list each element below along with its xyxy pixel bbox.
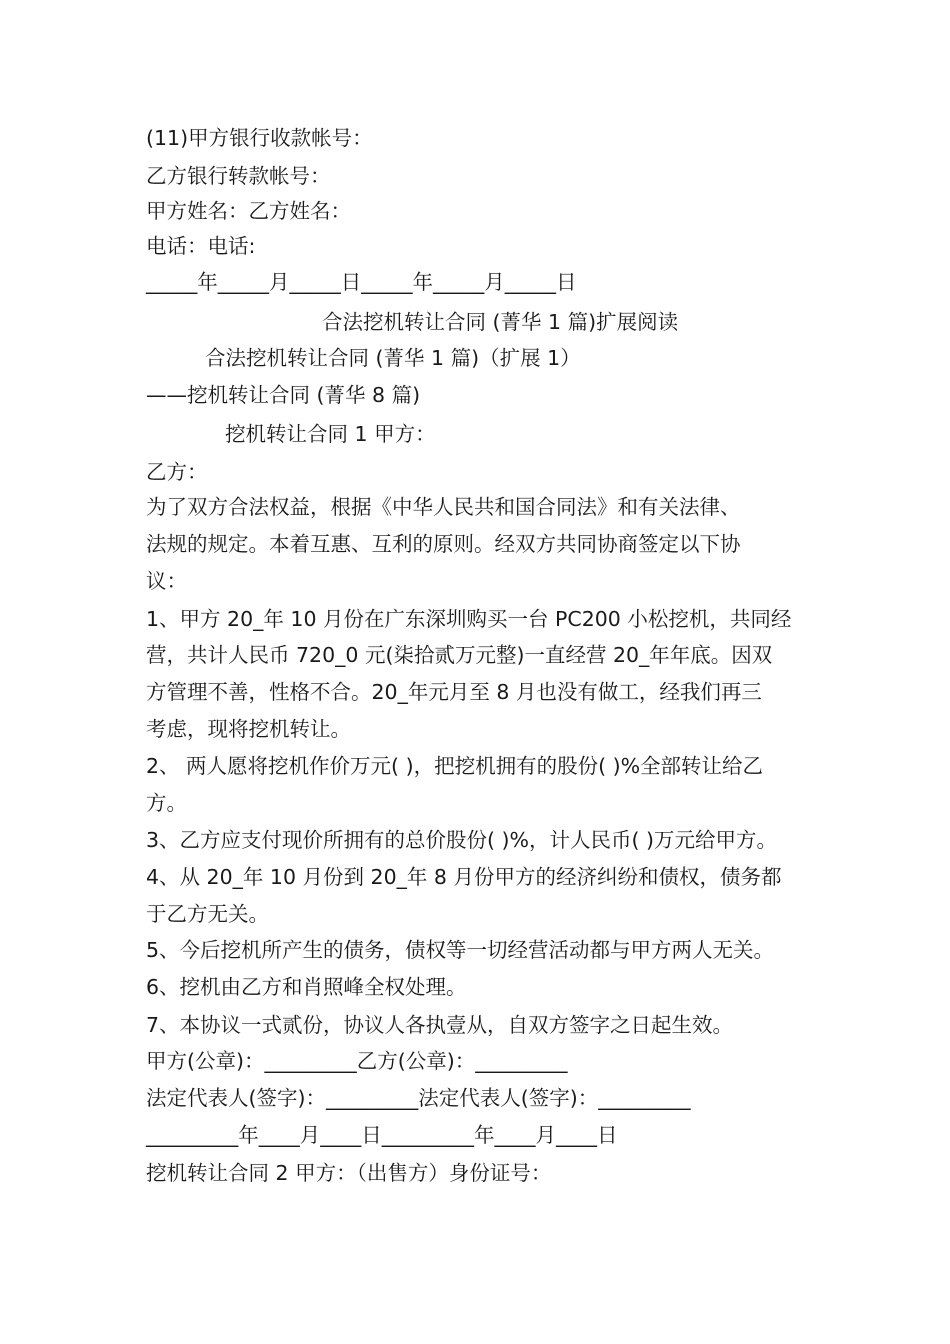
clause-line: 3、乙方应支付现价所拥有的总价股份( )%，计人民币( )万元给甲方。 bbox=[146, 828, 778, 852]
line-dates: _____年_____月_____日_____年_____月_____日 bbox=[146, 270, 577, 294]
paragraph-line: 为了双方合法权益，根据《中华人民共和国合同法》和有关法律、 bbox=[146, 495, 741, 519]
clause-line: 营，共计人民币 720_0 元(柒拾贰万元整)一直经营 20_年年底。因双 bbox=[146, 643, 773, 667]
contract-1-title: 挖机转让合同 1 甲方： bbox=[225, 422, 436, 446]
paragraph-line: 法规的规定。本着互惠、互利的原则。经双方共同协商签定以下协 bbox=[146, 532, 741, 556]
line-phones: 电话：电话: bbox=[146, 234, 256, 258]
party-b-label: 乙方： bbox=[146, 460, 208, 484]
clause-line: 4、从 20_年 10 月份到 20_年 8 月份甲方的经济纠纷和债权，债务都 bbox=[146, 865, 782, 889]
line-bank-account-a: (11)甲方银行收款帐号： bbox=[146, 126, 373, 150]
signature-date-line: _________年____月____日_________年____月____日 bbox=[146, 1123, 618, 1147]
contract-2-title: 挖机转让合同 2 甲方：（出售方）身份证号： bbox=[146, 1161, 552, 1185]
subheading: 合法挖机转让合同 (菁华 1 篇)（扩展 1） bbox=[205, 346, 581, 370]
paragraph-line: 议： bbox=[146, 569, 187, 593]
signature-rep-line: 法定代表人(签字)：_________法定代表人(签字)：_________ bbox=[146, 1086, 691, 1110]
subtitle: ——挖机转让合同 (菁华 8 篇) bbox=[146, 383, 421, 407]
clause-line: 5、今后挖机所产生的债务，债权等一切经营活动都与甲方两人无关。 bbox=[146, 938, 775, 962]
clause-line: 考虑，现将挖机转让。 bbox=[146, 717, 351, 741]
clause-line: 2、 两人愿将挖机作价万元( )，把挖机拥有的股份( )%全部转让给乙 bbox=[146, 754, 764, 778]
section-heading: 合法挖机转让合同 (菁华 1 篇)扩展阅读 bbox=[322, 310, 679, 334]
clause-line: 方。 bbox=[146, 791, 187, 815]
clause-line: 7、本协议一式贰份，协议人各执壹从，自双方签字之日起生效。 bbox=[146, 1013, 734, 1037]
clause-line: 1、甲方 20_年 10 月份在广东深圳购买一台 PC200 小松挖机，共同经 bbox=[146, 607, 792, 631]
line-bank-account-b: 乙方银行转款帐号： bbox=[146, 164, 331, 188]
signature-seal-line: 甲方(公章)：_________乙方(公章)：_________ bbox=[146, 1049, 568, 1073]
clause-line: 6、挖机由乙方和肖照峰全权处理。 bbox=[146, 975, 467, 999]
line-names: 甲方姓名：乙方姓名： bbox=[146, 199, 351, 223]
clause-line: 于乙方无关。 bbox=[146, 902, 269, 926]
clause-line: 方管理不善，性格不合。20_年元月至 8 月也没有做工，经我们再三 bbox=[146, 680, 762, 704]
